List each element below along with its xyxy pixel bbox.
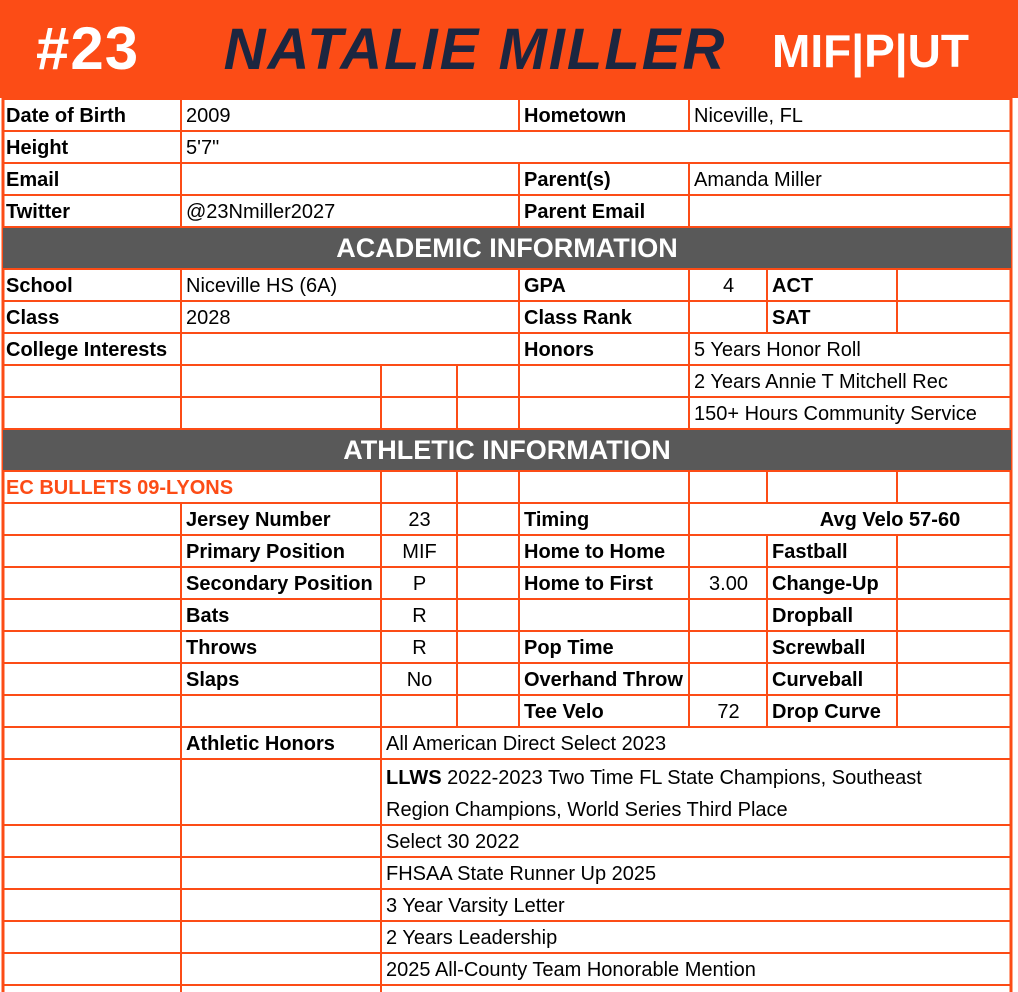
class-value[interactable]: 2028 xyxy=(186,307,231,329)
gpa-label: GPA xyxy=(524,275,566,297)
parent-email-label: Parent Email xyxy=(524,201,646,223)
twitter-value[interactable]: @23Nmiller2027 xyxy=(186,201,336,223)
academic-honor-item: 150+ Hours Community Service xyxy=(694,403,977,425)
pitch-label: Fastball xyxy=(772,541,848,563)
player-name: NATALIE MILLER xyxy=(223,17,727,82)
throws-label: Throws xyxy=(186,637,258,659)
athletic-honor-text: 2022-2023 Two Time FL State Champions, Southeast xyxy=(447,767,922,789)
parents-value[interactable]: Amanda Miller xyxy=(694,169,822,191)
timing-label: Timing xyxy=(524,509,590,531)
jersey-number: #23 xyxy=(36,15,140,82)
gpa-value[interactable]: 4 xyxy=(722,275,735,297)
tee-velo-label: Tee Velo xyxy=(524,701,604,723)
twitter-label: Twitter xyxy=(6,201,71,223)
jersey-label: Jersey Number xyxy=(186,509,331,531)
slaps-value[interactable]: No xyxy=(406,669,433,691)
primary-position-label: Primary Position xyxy=(186,541,345,563)
profile-sheet xyxy=(0,98,1018,992)
athletic-honor-item: All American Direct Select 2023 xyxy=(386,733,667,755)
college-interests-label: College Interests xyxy=(6,339,168,361)
academic-honor-item: 5 Years Honor Roll xyxy=(694,339,861,361)
slaps-label: Slaps xyxy=(186,669,240,691)
school-value[interactable]: Niceville HS (6A) xyxy=(186,275,338,297)
llws-prefix: LLWS xyxy=(386,767,442,789)
pop-time-label: Pop Time xyxy=(524,637,614,659)
height-value[interactable]: 5'7" xyxy=(186,137,220,159)
parents-label: Parent(s) xyxy=(524,169,611,191)
player-positions: MIF|P|UT xyxy=(772,25,969,77)
bats-value[interactable]: R xyxy=(412,605,427,627)
hometown-value[interactable]: Niceville, FL xyxy=(694,105,803,127)
dob-value[interactable]: 2009 xyxy=(186,105,231,127)
home-to-first-label: Home to First xyxy=(524,573,653,595)
tee-velo-value[interactable]: 72 xyxy=(717,701,740,723)
home-to-first-value[interactable]: 3.00 xyxy=(709,573,748,595)
act-label: ACT xyxy=(772,275,814,297)
secondary-position-value[interactable]: P xyxy=(412,573,427,595)
email-label: Email xyxy=(6,169,60,191)
team-name: EC BULLETS 09-LYONS xyxy=(6,477,234,499)
height-label: Height xyxy=(6,137,69,159)
bats-label: Bats xyxy=(186,605,230,627)
primary-position-value[interactable]: MIF xyxy=(402,541,437,563)
dob-label: Date of Birth xyxy=(6,105,126,127)
class-rank-label: Class Rank xyxy=(524,307,632,329)
academic-heading: ACADEMIC INFORMATION xyxy=(3,228,1011,268)
athletic-honor-item: Select 30 2022 xyxy=(386,831,520,853)
jersey-value[interactable]: 23 xyxy=(408,509,431,531)
academic-honor-item: 2 Years Annie T Mitchell Rec xyxy=(694,371,948,393)
athletic-honor-item: Region Champions, World Series Third Place xyxy=(386,799,788,821)
pitch-label: Change-Up xyxy=(772,573,879,595)
athletic-heading: ATHLETIC INFORMATION xyxy=(3,430,1011,470)
athletic-honor-item xyxy=(383,763,922,793)
pitch-label: Curveball xyxy=(772,669,864,691)
header-banner xyxy=(0,0,1018,98)
pitch-label: Screwball xyxy=(772,637,866,659)
class-label: Class xyxy=(6,307,60,329)
home-to-home-label: Home to Home xyxy=(524,541,666,563)
pitch-label: Drop Curve xyxy=(772,701,881,723)
athletic-honor-item: 2025 All-County Team Honorable Mention xyxy=(386,959,756,981)
secondary-position-label: Secondary Position xyxy=(186,573,373,595)
hometown-label: Hometown xyxy=(524,105,627,127)
pitch-label: Dropball xyxy=(772,605,854,627)
athletic-honors-label: Athletic Honors xyxy=(186,733,335,755)
avg-velo-label: Avg Velo 57-60 xyxy=(819,509,961,531)
honors-label: Honors xyxy=(524,339,594,361)
athletic-honor-item: 2 Years Leadership xyxy=(386,927,558,949)
athletic-honor-item: 3 Year Varsity Letter xyxy=(386,895,565,917)
sat-label: SAT xyxy=(772,307,811,329)
school-label: School xyxy=(6,275,73,297)
overhand-throw-label: Overhand Throw xyxy=(524,669,683,691)
throws-value[interactable]: R xyxy=(412,637,427,659)
athletic-honor-item: FHSAA State Runner Up 2025 xyxy=(386,863,657,885)
